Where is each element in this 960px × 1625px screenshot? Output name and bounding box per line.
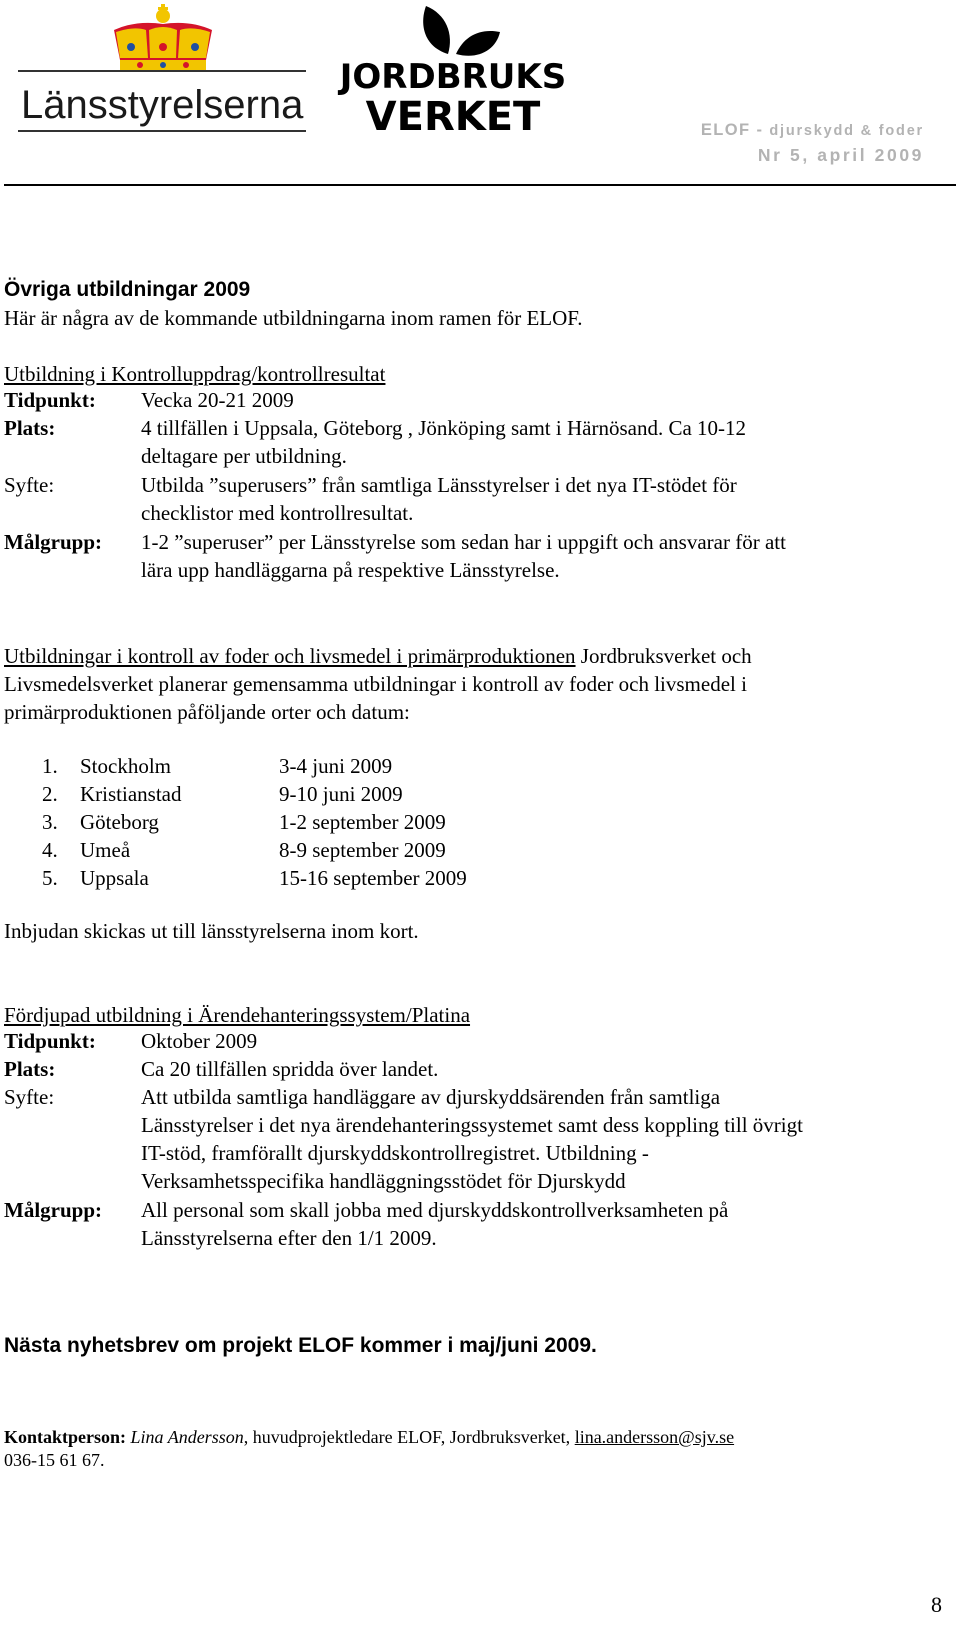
- course3-title: Fördjupad utbildning i Ärendehanteringssystem/Platina: [4, 1003, 471, 1027]
- syfte-value-line2: checklistor med kontrollresultat.: [141, 501, 414, 525]
- course1-tidpunkt-row: [0, 388, 960, 417]
- locations-list: [0, 754, 960, 899]
- list-item-date: 3-4 juni 2009: [279, 754, 393, 778]
- page-number: 8: [931, 1592, 942, 1617]
- list-item: [0, 838, 600, 867]
- malgrupp-value-line2: lära upp handläggarna på respektive Länsstyrelse.: [141, 558, 560, 582]
- contact-name: Lina Andersson: [130, 1427, 244, 1447]
- logo-right-line1: JORDBRUKS: [339, 57, 567, 97]
- crown-icon: [114, 4, 212, 71]
- list-item-city: Uppsala: [80, 866, 149, 890]
- section-heading: Övriga utbildningar 2009: [4, 278, 251, 301]
- malgrupp-label: Målgrupp:: [4, 1198, 103, 1222]
- course2-text: Jordbruksverket och: [575, 644, 752, 668]
- issue-number: Nr 5, april 2009: [757, 145, 924, 165]
- list-item-city: Kristianstad: [80, 782, 182, 806]
- contact-line: [4, 1427, 734, 1448]
- list-item-date: 15-16 september 2009: [279, 866, 467, 890]
- newsletter-title: [701, 121, 924, 140]
- lansstyrelserna-logo: [16, 0, 306, 140]
- leaf-icon: [423, 6, 500, 56]
- list-item-date: 1-2 september 2009: [279, 810, 446, 834]
- tidpunkt-label: Tidpunkt:: [4, 1029, 96, 1053]
- course2-paragraph-line2: Livsmedelsverket planerar gemensamma utbildningar i kontroll av foder och livsmedel i: [4, 672, 747, 696]
- plats-label: Plats:: [4, 1057, 56, 1081]
- plats-value: Ca 20 tillfällen spridda över landet.: [141, 1057, 439, 1081]
- tidpunkt-value: Oktober 2009: [141, 1029, 258, 1053]
- list-item-number: 3.: [42, 810, 58, 834]
- header-divider: [4, 184, 956, 186]
- list-item-number: 1.: [42, 754, 58, 778]
- tidpunkt-value: Vecka 20-21 2009: [141, 388, 294, 412]
- plats-label: Plats:: [4, 416, 56, 440]
- course3-syfte-row: [0, 1085, 960, 1199]
- list-item-city: Stockholm: [80, 754, 172, 778]
- malgrupp-value-line2: Länsstyrelserna efter den 1/1 2009.: [141, 1226, 437, 1250]
- malgrupp-value-line1: 1-2 ”superuser” per Länsstyrelse som sedan har i uppgift och ansvarar för att: [141, 530, 786, 554]
- list-item-date: 8-9 september 2009: [279, 838, 446, 862]
- list-item-city: Umeå: [80, 838, 131, 862]
- plats-value-line2: deltagare per utbildning.: [141, 444, 347, 468]
- contact-label: Kontaktperson:: [4, 1427, 127, 1447]
- list-item-city: Göteborg: [80, 810, 159, 834]
- section-intro: Här är några av de kommande utbildningarna inom ramen för ELOF.: [4, 306, 583, 330]
- list-item: [0, 810, 600, 839]
- logo-right-line2: VERKET: [365, 94, 541, 140]
- list-item: [0, 782, 600, 811]
- syfte-value-line4: Verksamhetsspecifika handläggningsstödet för Djurskydd: [141, 1169, 626, 1193]
- plats-value-line1: 4 tillfällen i Uppsala, Göteborg , Jönköping samt i Härnösand. Ca 10-12: [141, 416, 747, 440]
- list-item: [0, 866, 600, 895]
- course1-plats-row: [0, 416, 960, 474]
- contact-email-link[interactable]: lina.andersson@sjv.se: [574, 1427, 735, 1447]
- course1-title: Utbildning i Kontrolluppdrag/kontrollresultat: [4, 362, 386, 386]
- course3-malgrupp-row: [0, 1198, 960, 1256]
- tidpunkt-label: Tidpunkt:: [4, 388, 96, 412]
- course2-paragraph-line1: [4, 642, 752, 671]
- syfte-value-line1: Utbilda ”superusers” från samtliga Länsstyrelser i det nya IT-stödet för: [141, 473, 737, 497]
- contact-phone: 036-15 61 67.: [4, 1450, 105, 1470]
- syfte-label: Syfte:: [4, 1085, 55, 1109]
- title-prefix: ELOF -: [700, 121, 770, 139]
- title-suffix: djurskydd & foder: [769, 123, 924, 139]
- malgrupp-value-line1: All personal som skall jobba med djurskyddskontrollverksamheten på: [141, 1198, 729, 1222]
- list-item-date: 9-10 juni 2009: [279, 782, 403, 806]
- malgrupp-label: Målgrupp:: [4, 530, 103, 554]
- course2-title: Utbildningar i kontroll av foder och livsmedel i primärproduktionen: [4, 644, 576, 668]
- course1-malgrupp-row: [0, 530, 960, 588]
- course3-plats-row: [0, 1057, 960, 1086]
- list-item-number: 2.: [42, 782, 58, 806]
- course1-syfte-row: [0, 473, 960, 531]
- logo-left-text: Länsstyrelserna: [21, 83, 304, 127]
- list-item: [0, 754, 600, 783]
- list-item-number: 5.: [42, 866, 58, 890]
- syfte-value-line2: Länsstyrelser i det nya ärendehanteringssystemet samt dess koppling till övrigt: [141, 1113, 803, 1137]
- jordbruksverket-logo: [339, 2, 567, 140]
- syfte-label: Syfte:: [4, 473, 55, 497]
- list-item-number: 4.: [42, 838, 58, 862]
- course2-paragraph-line3: primärproduktionen påföljande orter och datum:: [4, 700, 410, 724]
- contact-role: , huvudprojektledare ELOF, Jordbruksverket,: [243, 1427, 575, 1447]
- syfte-value-line1: Att utbilda samtliga handläggare av djurskyddsärenden från samtliga: [141, 1085, 721, 1109]
- next-newsletter-notice: Nästa nyhetsbrev om projekt ELOF kommer i maj/juni 2009.: [4, 1334, 597, 1357]
- course3-tidpunkt-row: [0, 1029, 960, 1058]
- course2-footer: Inbjudan skickas ut till länsstyrelserna inom kort.: [4, 919, 419, 943]
- syfte-value-line3: IT-stöd, framförallt djurskyddskontrollregistret. Utbildning -: [141, 1141, 649, 1165]
